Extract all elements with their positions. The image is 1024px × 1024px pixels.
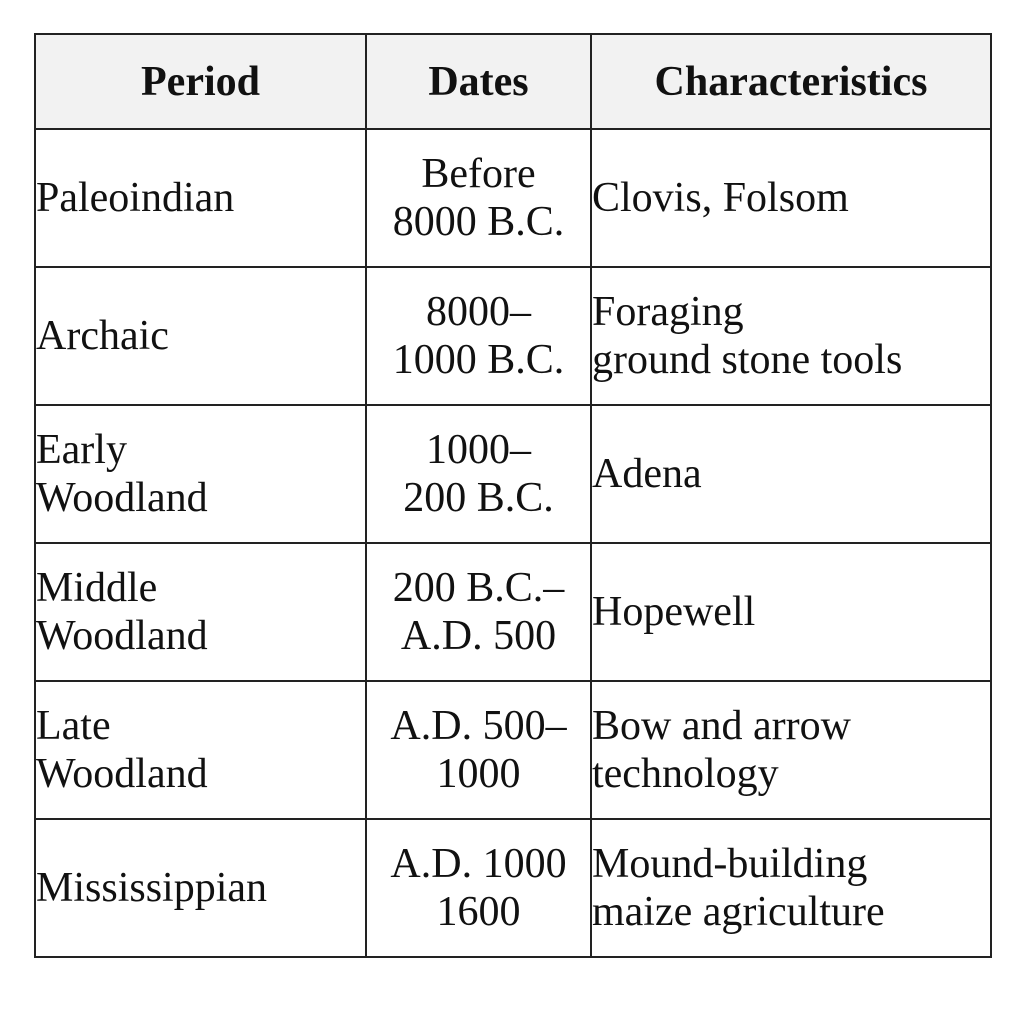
table-row	[35, 267, 991, 405]
characteristics-text: Clovis, Folsom	[592, 175, 849, 221]
period-text: Early	[36, 427, 127, 473]
period-cell	[35, 129, 366, 267]
header-dates: Dates	[366, 34, 591, 129]
period-text: Woodland	[36, 475, 208, 521]
dates-text: Before	[421, 151, 536, 197]
characteristics-text: ground stone tools	[592, 337, 903, 383]
period-text: Woodland	[36, 613, 208, 659]
characteristics-cell	[591, 543, 991, 681]
characteristics-cell	[591, 129, 991, 267]
characteristics-text: Adena	[592, 451, 702, 497]
period-cell	[35, 819, 366, 957]
dates-text: 8000–	[426, 289, 531, 335]
dates-text: 1000 B.C.	[392, 337, 565, 383]
dates-cell	[366, 405, 591, 543]
dates-text: 200 B.C.–	[392, 565, 565, 611]
periods-table	[34, 33, 992, 958]
table-row	[35, 681, 991, 819]
period-text: Mississippian	[36, 865, 268, 911]
table-row	[35, 543, 991, 681]
dates-cell	[366, 267, 591, 405]
period-text: Late	[36, 703, 111, 749]
dates-text: 1000–	[426, 427, 531, 473]
table-header	[35, 34, 991, 129]
dates-text: 1600	[436, 889, 521, 935]
dates-text: A.D. 1000	[390, 841, 567, 887]
period-text: Paleoindian	[36, 175, 235, 221]
header-characteristics: Characteristics	[591, 34, 991, 129]
dates-cell	[366, 543, 591, 681]
period-cell	[35, 543, 366, 681]
characteristics-cell	[591, 405, 991, 543]
period-cell	[35, 405, 366, 543]
table-row	[35, 405, 991, 543]
table-body	[35, 129, 991, 957]
characteristics-text: maize agriculture	[592, 889, 885, 935]
period-text: Middle	[36, 565, 158, 611]
dates-text: 1000	[436, 751, 521, 797]
dates-text: 8000 B.C.	[392, 199, 565, 245]
dates-text: 200 B.C.	[403, 475, 554, 521]
table-row	[35, 129, 991, 267]
characteristics-cell	[591, 681, 991, 819]
characteristics-cell	[591, 267, 991, 405]
header-row	[35, 34, 991, 129]
characteristics-cell	[591, 819, 991, 957]
dates-text: A.D. 500–	[390, 703, 567, 749]
header-period: Period	[35, 34, 366, 129]
dates-text: A.D. 500	[400, 613, 557, 659]
dates-cell	[366, 819, 591, 957]
characteristics-text: Mound-building	[592, 841, 868, 887]
dates-cell	[366, 129, 591, 267]
characteristics-text: Foraging	[592, 289, 744, 335]
characteristics-text: technology	[592, 751, 779, 797]
period-text: Archaic	[36, 313, 169, 359]
characteristics-text: Hopewell	[592, 589, 756, 635]
table-row	[35, 819, 991, 957]
characteristics-text: Bow and arrow	[592, 703, 851, 749]
period-cell	[35, 681, 366, 819]
dates-cell	[366, 681, 591, 819]
period-text: Woodland	[36, 751, 208, 797]
period-cell	[35, 267, 366, 405]
